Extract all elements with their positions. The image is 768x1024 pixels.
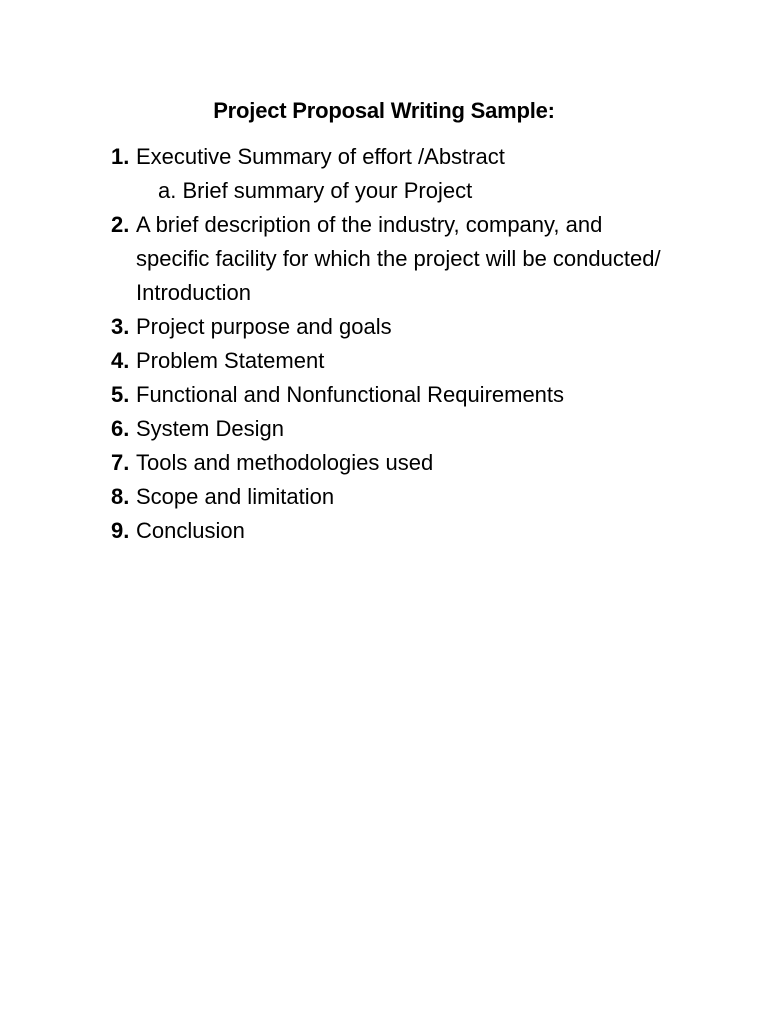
- list-item-number: 5.: [111, 382, 130, 407]
- list-item-7: [111, 446, 671, 480]
- list-item-3: [111, 310, 671, 344]
- list-subitem-text: a. Brief summary of your Project: [158, 178, 473, 203]
- list-item-number: 4.: [111, 348, 130, 373]
- list-subitem-1a: [111, 174, 671, 208]
- list-item-8: [111, 480, 671, 514]
- list-item-number: 2.: [111, 212, 130, 237]
- page-title: Project Proposal Writing Sample:: [213, 98, 555, 123]
- list-item-text: Conclusion: [136, 518, 245, 543]
- list-item-number: 9.: [111, 518, 130, 543]
- list-item-number: 6.: [111, 416, 130, 441]
- list-item-text: Executive Summary of effort /Abstract: [136, 144, 505, 169]
- list-item-number: 8.: [111, 484, 130, 509]
- list-item-6: [111, 412, 671, 446]
- list-item-9: [111, 514, 671, 548]
- list-item-text: System Design: [136, 416, 284, 441]
- list-item-number: 3.: [111, 314, 130, 339]
- list-item-1: [111, 140, 671, 174]
- list-item-text: Project purpose and goals: [136, 314, 392, 339]
- list-item-text: Functional and Nonfunctional Requirements: [136, 382, 565, 407]
- numbered-list: [111, 140, 671, 548]
- list-item-number: 1.: [111, 144, 130, 169]
- list-item-2: [111, 208, 671, 310]
- list-item-number: 7.: [111, 450, 130, 475]
- list-item-5: [111, 378, 671, 412]
- list-item-text: A brief description of the industry, company, and specific facility for which the project will be conducted/ Introduction: [136, 212, 661, 305]
- list-item-text: Tools and methodologies used: [136, 450, 434, 475]
- list-item-text: Problem Statement: [136, 348, 325, 373]
- list-item-text: Scope and limitation: [136, 484, 335, 509]
- list-item-4: [111, 344, 671, 378]
